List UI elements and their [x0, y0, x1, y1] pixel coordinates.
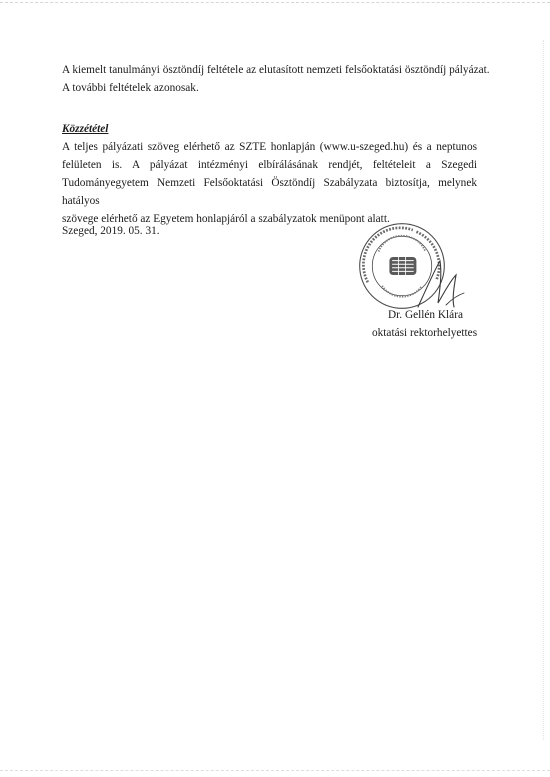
scan-right-edge — [543, 40, 544, 740]
signatory-name: Dr. Gellén Klára — [388, 309, 463, 321]
condition-line-2: A további feltételek azonosak. — [62, 82, 199, 94]
publication-line-4: szövege elérhető az Egyetem honlapjáról a szabályzatok menüpont alatt. — [62, 213, 390, 225]
publication-line-3: Tudományegyetem Nemzeti Felsőoktatási Ösztöndíj Szabályzata biztosítja, melynek hatályos — [62, 177, 477, 207]
signatory-title: oktatási rektorhelyettes — [372, 327, 478, 339]
condition-line-1: A kiemelt tanulmányi ösztöndíj feltétele az elutasított nemzeti felsőoktatási ösztöndíj pályázat. — [62, 64, 490, 76]
condition-paragraph — [62, 61, 490, 97]
document-date: Szeged, 2019. 05. 31. — [62, 225, 160, 237]
scan-top-edge — [0, 2, 550, 3]
publication-heading: Közzététel — [62, 123, 109, 135]
publication-line-1: A teljes pályázati szöveg elérhető az SZTE honlapján (www.u-szeged.hu) és a neptunos — [62, 141, 477, 153]
publication-paragraph — [62, 138, 477, 228]
publication-line-2: felületen is. A pályázat intézményi elbírálásának rendjét, feltételeit a Szegedi — [62, 159, 477, 171]
scan-bottom-edge — [0, 770, 550, 771]
